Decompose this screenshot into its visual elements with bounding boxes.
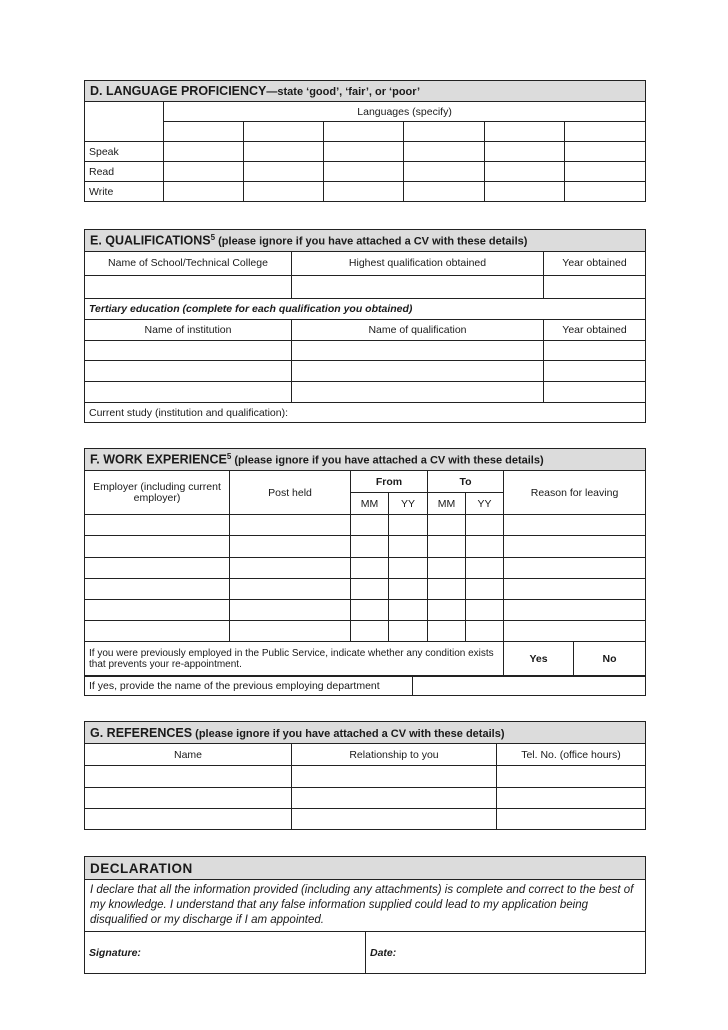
from-yy-field[interactable] xyxy=(389,536,428,558)
from-mm-field[interactable] xyxy=(351,579,389,600)
row-label-write: Write xyxy=(85,182,164,202)
languages-label: Languages (specify) xyxy=(164,102,646,122)
language-title: D. LANGUAGE PROFICIENCY xyxy=(90,84,267,98)
tertiary-year-field[interactable] xyxy=(544,361,646,382)
speak-field[interactable] xyxy=(324,142,404,162)
reason-field[interactable] xyxy=(504,621,646,642)
row-label-speak: Speak xyxy=(85,142,164,162)
school-name-header: Name of School/Technical College xyxy=(85,252,292,276)
school-name-field[interactable] xyxy=(85,276,292,299)
read-field[interactable] xyxy=(324,162,404,182)
work-section-header xyxy=(85,449,646,471)
to-yy-field[interactable] xyxy=(466,536,504,558)
tertiary-year-header: Year obtained xyxy=(544,320,646,341)
employer-header: Employer (including current employer) xyxy=(85,471,230,515)
post-held-header: Post held xyxy=(230,471,351,515)
year-obtained-header: Year obtained xyxy=(544,252,646,276)
public-service-question: If you were previously employed in the Public Service, indicate whether any condition exists that prevents your re-appointment. xyxy=(85,642,504,677)
reason-field[interactable] xyxy=(504,558,646,579)
from-mm-field[interactable] xyxy=(351,600,389,621)
from-yy-field[interactable] xyxy=(389,621,428,642)
post-field[interactable] xyxy=(230,600,351,621)
to-mm-header: MM xyxy=(428,493,466,515)
qualifications-title: E. QUALIFICATIONS xyxy=(90,233,211,248)
from-mm-field[interactable] xyxy=(351,558,389,579)
language-subtitle: —state ‘good’, ‘fair’, or ‘poor’ xyxy=(266,86,421,98)
qualification-field[interactable] xyxy=(292,341,544,361)
institution-field[interactable] xyxy=(85,341,292,361)
speak-field[interactable] xyxy=(164,142,244,162)
ref-name-field[interactable] xyxy=(85,766,292,788)
qualifications-footnote: 5 xyxy=(210,233,216,243)
to-mm-field[interactable] xyxy=(428,515,466,536)
work-note: (please ignore if you have attached a CV with these details) xyxy=(234,454,544,467)
from-yy-field[interactable] xyxy=(389,515,428,536)
reason-field[interactable] xyxy=(504,579,646,600)
read-field[interactable] xyxy=(565,162,646,182)
language-section-header xyxy=(85,81,646,102)
to-yy-field[interactable] xyxy=(466,600,504,621)
to-yy-field[interactable] xyxy=(466,558,504,579)
qualifications-note: (please ignore if you have attached a CV with these details) xyxy=(218,235,528,248)
post-field[interactable] xyxy=(230,621,351,642)
reason-field[interactable] xyxy=(504,515,646,536)
previous-department-label: If yes, provide the name of the previous employing department xyxy=(85,676,413,696)
from-mm-field[interactable] xyxy=(351,536,389,558)
qualifications-section-header xyxy=(85,230,646,252)
employer-field[interactable] xyxy=(85,600,230,621)
post-field[interactable] xyxy=(230,515,351,536)
read-field[interactable] xyxy=(404,162,485,182)
yes-option[interactable]: Yes xyxy=(504,642,574,677)
employer-field[interactable] xyxy=(85,579,230,600)
language-proficiency-table xyxy=(84,80,646,202)
ref-relationship-field[interactable] xyxy=(292,766,497,788)
references-title: G. REFERENCES xyxy=(90,725,193,740)
language-name-field[interactable] xyxy=(485,122,565,142)
to-header: To xyxy=(428,471,504,493)
speak-field[interactable] xyxy=(485,142,565,162)
ref-name-field[interactable] xyxy=(85,809,292,830)
ref-relationship-header: Relationship to you xyxy=(292,744,497,766)
language-name-field[interactable] xyxy=(404,122,485,142)
tertiary-label: Tertiary education (complete for each qualification you obtained) xyxy=(85,299,646,320)
previous-department-field[interactable] xyxy=(413,676,646,696)
speak-field[interactable] xyxy=(244,142,324,162)
row-label-read: Read xyxy=(85,162,164,182)
to-yy-header: YY xyxy=(466,493,504,515)
institution-header: Name of institution xyxy=(85,320,292,341)
from-yy-header: YY xyxy=(389,493,428,515)
speak-field[interactable] xyxy=(565,142,646,162)
from-yy-field[interactable] xyxy=(389,558,428,579)
reason-header: Reason for leaving xyxy=(504,471,646,515)
references-table xyxy=(84,721,646,830)
ref-tel-header: Tel. No. (office hours) xyxy=(497,744,646,766)
to-mm-field[interactable] xyxy=(428,621,466,642)
qualification-field[interactable] xyxy=(292,382,544,403)
post-field[interactable] xyxy=(230,558,351,579)
speak-field[interactable] xyxy=(404,142,485,162)
ref-tel-field[interactable] xyxy=(497,788,646,809)
to-yy-field[interactable] xyxy=(466,515,504,536)
declaration-table xyxy=(84,856,646,974)
current-study-field[interactable]: Current study (institution and qualification): xyxy=(85,403,646,423)
institution-field[interactable] xyxy=(85,361,292,382)
highest-qualification-field[interactable] xyxy=(292,276,544,299)
read-field[interactable] xyxy=(485,162,565,182)
signature-field[interactable]: Signature: xyxy=(85,932,366,974)
to-mm-field[interactable] xyxy=(428,536,466,558)
references-note: (please ignore if you have attached a CV with these details) xyxy=(195,727,505,740)
language-name-field[interactable] xyxy=(565,122,646,142)
declaration-title: DECLARATION xyxy=(85,857,646,880)
work-footnote: 5 xyxy=(226,452,232,462)
employer-field[interactable] xyxy=(85,558,230,579)
write-field[interactable] xyxy=(164,182,244,202)
ref-name-header: Name xyxy=(85,744,292,766)
write-field[interactable] xyxy=(244,182,324,202)
write-field[interactable] xyxy=(565,182,646,202)
language-name-field[interactable] xyxy=(164,122,244,142)
previous-department-table xyxy=(84,675,646,696)
from-mm-field[interactable] xyxy=(351,515,389,536)
read-field[interactable] xyxy=(244,162,324,182)
from-header: From xyxy=(351,471,428,493)
references-section-header xyxy=(85,722,646,744)
institution-field[interactable] xyxy=(85,382,292,403)
highest-qualification-header: Highest qualification obtained xyxy=(292,252,544,276)
from-mm-header: MM xyxy=(351,493,389,515)
language-name-field[interactable] xyxy=(324,122,404,142)
reason-field[interactable] xyxy=(504,536,646,558)
qualifications-table xyxy=(84,229,646,423)
from-mm-field[interactable] xyxy=(351,621,389,642)
language-blank-cell xyxy=(85,102,164,142)
employer-field[interactable] xyxy=(85,536,230,558)
school-year-field[interactable] xyxy=(544,276,646,299)
post-field[interactable] xyxy=(230,579,351,600)
ref-relationship-field[interactable] xyxy=(292,788,497,809)
to-mm-field[interactable] xyxy=(428,558,466,579)
qualification-name-header: Name of qualification xyxy=(292,320,544,341)
work-title: F. WORK EXPERIENCE xyxy=(90,452,227,467)
from-yy-field[interactable] xyxy=(389,579,428,600)
work-experience-table xyxy=(84,448,646,677)
ref-name-field[interactable] xyxy=(85,788,292,809)
declaration-text: I declare that all the information provided (including any attachments) is complete and correct to the best of my knowledge. I understand that any false information supplied could lead to my application being disqualified or my discharge if I am appointed. xyxy=(85,880,646,932)
ref-relationship-field[interactable] xyxy=(292,809,497,830)
no-option[interactable]: No xyxy=(574,642,646,677)
from-yy-field[interactable] xyxy=(389,600,428,621)
qualification-field[interactable] xyxy=(292,361,544,382)
to-mm-field[interactable] xyxy=(428,600,466,621)
employer-field[interactable] xyxy=(85,621,230,642)
employer-field[interactable] xyxy=(85,515,230,536)
read-field[interactable] xyxy=(164,162,244,182)
date-field[interactable]: Date: xyxy=(366,932,646,974)
post-field[interactable] xyxy=(230,536,351,558)
to-yy-field[interactable] xyxy=(466,579,504,600)
write-field[interactable] xyxy=(404,182,485,202)
to-yy-field[interactable] xyxy=(466,621,504,642)
ref-tel-field[interactable] xyxy=(497,766,646,788)
write-field[interactable] xyxy=(324,182,404,202)
write-field[interactable] xyxy=(485,182,565,202)
language-name-field[interactable] xyxy=(244,122,324,142)
tertiary-year-field[interactable] xyxy=(544,341,646,361)
ref-tel-field[interactable] xyxy=(497,809,646,830)
reason-field[interactable] xyxy=(504,600,646,621)
to-mm-field[interactable] xyxy=(428,579,466,600)
tertiary-year-field[interactable] xyxy=(544,382,646,403)
